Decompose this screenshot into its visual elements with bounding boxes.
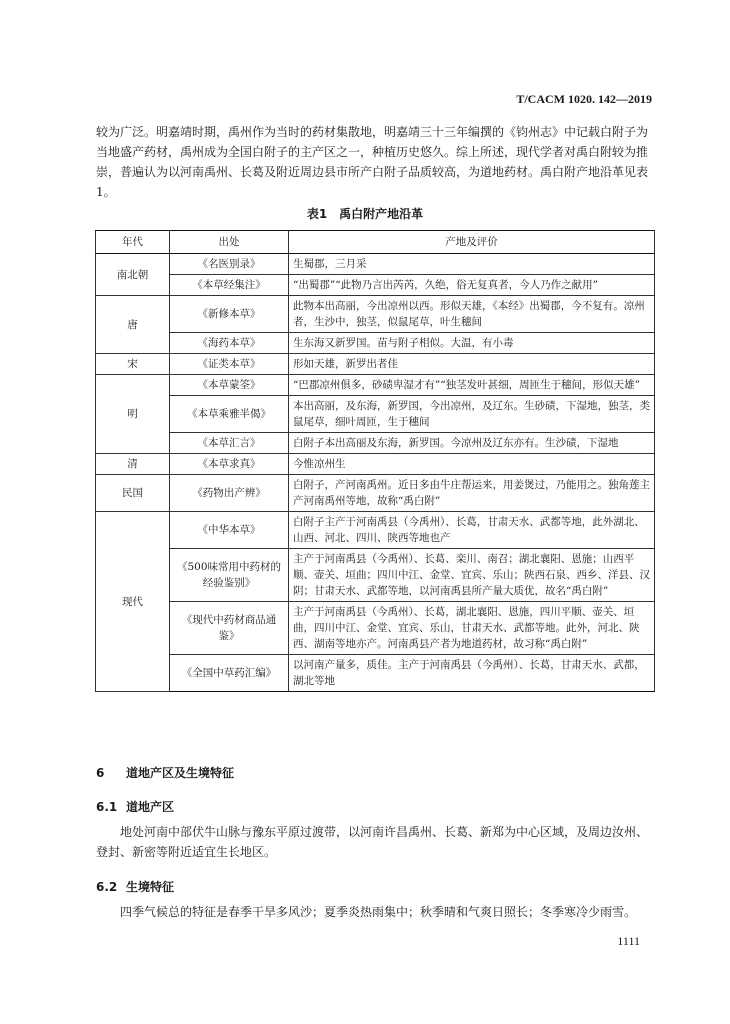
- header-source: 出处: [170, 231, 289, 254]
- header-desc: 产地及评价: [289, 231, 655, 254]
- table-row: [96, 549, 655, 602]
- section-6-1-text: 地处河南中部伏牛山脉与豫东平原过渡带，以河南许昌禹州、长葛、新郑为中心区域，及周边汝州、登封、新密等附近适宜生长地区。: [96, 825, 649, 859]
- era-cell: 唐: [96, 296, 170, 354]
- era-cell: 现代: [96, 512, 170, 692]
- table-row: [96, 275, 655, 296]
- source-cell: 《本草乘雅半偈》: [170, 396, 289, 433]
- desc-cell: 白附子，产河南禹州。近日多由牛庄帮运来，用姜煲过，乃能用之。独角莲主产河南禹州等地，故称“禹白附”: [289, 475, 655, 512]
- section-6-heading: [96, 764, 234, 781]
- era-cell: 宋: [96, 354, 170, 375]
- source-cell: 《海药本草》: [170, 333, 289, 354]
- section-6-2-text: 四季气候总的特征是春季干旱多风沙；夏季炎热雨集中；秋季晴和气爽日照长；冬季寒冷少雨雪。: [120, 905, 637, 919]
- origin-history-table: [95, 230, 655, 692]
- table-row: [96, 512, 655, 549]
- source-cell: 《名医别录》: [170, 254, 289, 275]
- table-row: [96, 296, 655, 333]
- source-cell: 《现代中药材商品通鉴》: [170, 602, 289, 655]
- table-header-row: [96, 231, 655, 254]
- era-cell: 清: [96, 454, 170, 475]
- table-row: [96, 254, 655, 275]
- standard-code: T/CACM 1020. 142—2019: [516, 92, 652, 106]
- desc-cell: “巴郡凉州俱多，砂碛卑湿才有”“独茎发叶甚细，周匝生于穗间，形似天雄”: [289, 375, 655, 396]
- intro-paragraph: 较为广泛。明嘉靖时期，禹州作为当时的药材集散地，明嘉靖三十三年编撰的《钧州志》中记载白附子为当地盛产药材，禹州成为全国白附子的主产区之一，种植历史悠久。综上所述，现代学者对禹白附较为推崇，普遍认为以河南禹州、长葛及附近周边县市所产白附子品质较高，为道地药材。禹白附产地沿革见表1。: [96, 125, 649, 199]
- desc-cell: 主产于河南禹县（今禹州）、长葛，湖北襄阳、恩施，四川平顺、壶关、垣曲，四川中江、金堂、宜宾、乐山，甘肃天水、武都等地。此外，河北、陕西、湖南等地亦产。河南禹县产者为地道药材，故习称“禹白附”: [289, 602, 655, 655]
- source-cell: 《本草经集注》: [170, 275, 289, 296]
- desc-cell: 白附子本出高丽及东海，新罗国。今凉州及辽东亦有。生沙碛，下湿地: [289, 433, 655, 454]
- desc-cell: 今惟凉州生: [289, 454, 655, 475]
- table-row: [96, 475, 655, 512]
- era-cell: 民国: [96, 475, 170, 512]
- source-cell: 《中华本草》: [170, 512, 289, 549]
- table-row: [96, 396, 655, 433]
- desc-cell: 以河南产量多，质佳。主产于河南禹县（今禹州）、长葛，甘肃天水、武都，湖北等地: [289, 655, 655, 692]
- table-row: [96, 333, 655, 354]
- era-cell: 明: [96, 375, 170, 454]
- source-cell: 《药物出产辨》: [170, 475, 289, 512]
- desc-cell: “出蜀郡”“此物乃言出芮芮，久绝，俗无复真者，今人乃作之献用”: [289, 275, 655, 296]
- section-title: 道地产区: [126, 800, 175, 814]
- source-cell: 《证类本草》: [170, 354, 289, 375]
- desc-cell: 本出高丽，及东海，新罗国，今出凉州，及辽东。生砂碛，下湿地，独茎，类鼠尾草，细叶周匝，生于穗间: [289, 396, 655, 433]
- section-number: 6: [96, 766, 105, 780]
- section-number: 6.1: [96, 800, 118, 814]
- table-row: [96, 354, 655, 375]
- desc-cell: 形如天雄，新罗出者佳: [289, 354, 655, 375]
- section-6-1-heading: [96, 798, 174, 815]
- desc-cell: 此物本出高丽，今出凉州以西。形似天雄，《本经》出蜀郡，今不复有。凉州者，生沙中，独茎，似鼠尾草，叶生穗间: [289, 296, 655, 333]
- desc-cell: 生蜀郡，三月采: [289, 254, 655, 275]
- section-title: 生境特征: [126, 880, 175, 894]
- section-title: 道地产区及生境特征: [126, 766, 235, 780]
- source-cell: 《500味常用中药材的经验鉴别》: [170, 549, 289, 602]
- era-cell: 南北朝: [96, 254, 170, 296]
- source-cell: 《本草蒙筌》: [170, 375, 289, 396]
- table-row: [96, 375, 655, 396]
- source-cell: 《新修本草》: [170, 296, 289, 333]
- source-cell: 《全国中草药汇编》: [170, 655, 289, 692]
- table-row: [96, 433, 655, 454]
- table-row: [96, 655, 655, 692]
- section-6-2-heading: [96, 878, 174, 895]
- table-row: [96, 602, 655, 655]
- source-cell: 《本草求真》: [170, 454, 289, 475]
- section-number: 6.2: [96, 880, 118, 894]
- page-number: 1111: [617, 934, 640, 948]
- desc-cell: 白附子主产于河南禹县（今禹州）、长葛，甘肃天水、武都等地，此外湖北、山西、河北、四川、陕西等地也产: [289, 512, 655, 549]
- desc-cell: 生东海又新罗国。苗与附子相似。大温，有小毒: [289, 333, 655, 354]
- table-title: 表1 禹白附产地沿革: [306, 207, 424, 221]
- table-row: [96, 454, 655, 475]
- header-era: 年代: [96, 231, 170, 254]
- desc-cell: 主产于河南禹县（今禹州）、长葛、栾川、南召；湖北襄阳、恩施；山西平顺、壶关、垣曲；四川中江、金堂、宜宾、乐山；陕西石泉、西乡、洋县、汉阴；甘肃天水、武都等地，以河南禹县所产量大质优，故名“禹白附”: [289, 549, 655, 602]
- source-cell: 《本草汇言》: [170, 433, 289, 454]
